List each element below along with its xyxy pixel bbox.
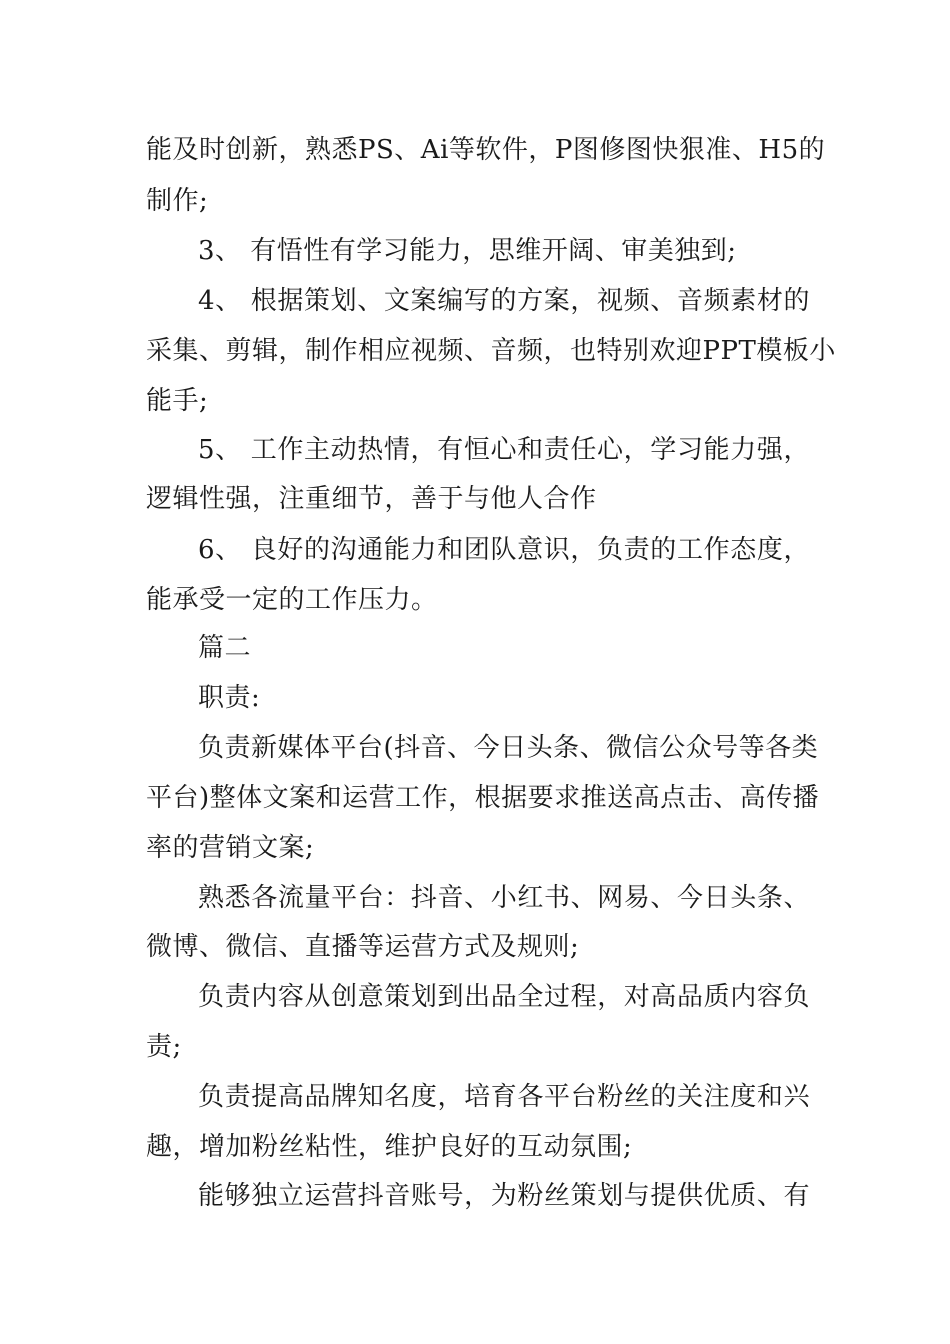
text-line: 4、 根据策划、文案编写的方案，视频、音频素材的 <box>198 286 810 316</box>
text-line: 负责内容从创意策划到出品全过程，对高品质内容负 <box>198 982 810 1012</box>
text-line: 率的营销文案; <box>146 833 315 863</box>
text-line: 逻辑性强，注重细节，善于与他人合作 <box>146 484 597 514</box>
text-line: 能手; <box>146 386 209 416</box>
text-line: 5、 工作主动热情，有恒心和责任心，学习能力强， <box>198 435 810 465</box>
text-line: 能及时创新，熟悉PS、Ai等软件，P图修图快狠准、H5的 <box>146 135 826 165</box>
text-line: 能承受一定的工作压力。 <box>146 585 438 615</box>
text-line: 熟悉各流量平台：抖音、小红书、网易、今日头条、 <box>198 883 810 913</box>
text-line: 趣，增加粉丝粘性，维护良好的互动氛围; <box>146 1132 633 1162</box>
section-subheading: 职责: <box>198 683 261 713</box>
text-line: 能够独立运营抖音账号，为粉丝策划与提供优质、有 <box>198 1181 810 1211</box>
text-line: 微博、微信、直播等运营方式及规则; <box>146 932 580 962</box>
text-line: 责; <box>146 1032 182 1062</box>
text-line: 平台)整体文案和运营工作，根据要求推送高点击、高传播 <box>146 783 820 813</box>
text-line: 负责提高品牌知名度，培育各平台粉丝的关注度和兴 <box>198 1082 810 1112</box>
text-line: 6、 良好的沟通能力和团队意识，负责的工作态度， <box>198 535 810 565</box>
text-line: 制作; <box>146 186 209 216</box>
section-heading: 篇二 <box>198 633 252 663</box>
text-line: 采集、剪辑，制作相应视频、音频，也特别欢迎PPT模板小 <box>146 336 836 366</box>
text-line: 3、 有悟性有学习能力，思维开阔、审美独到; <box>198 236 737 266</box>
text-line: 负责新媒体平台(抖音、今日头条、微信公众号等各类 <box>198 733 819 763</box>
